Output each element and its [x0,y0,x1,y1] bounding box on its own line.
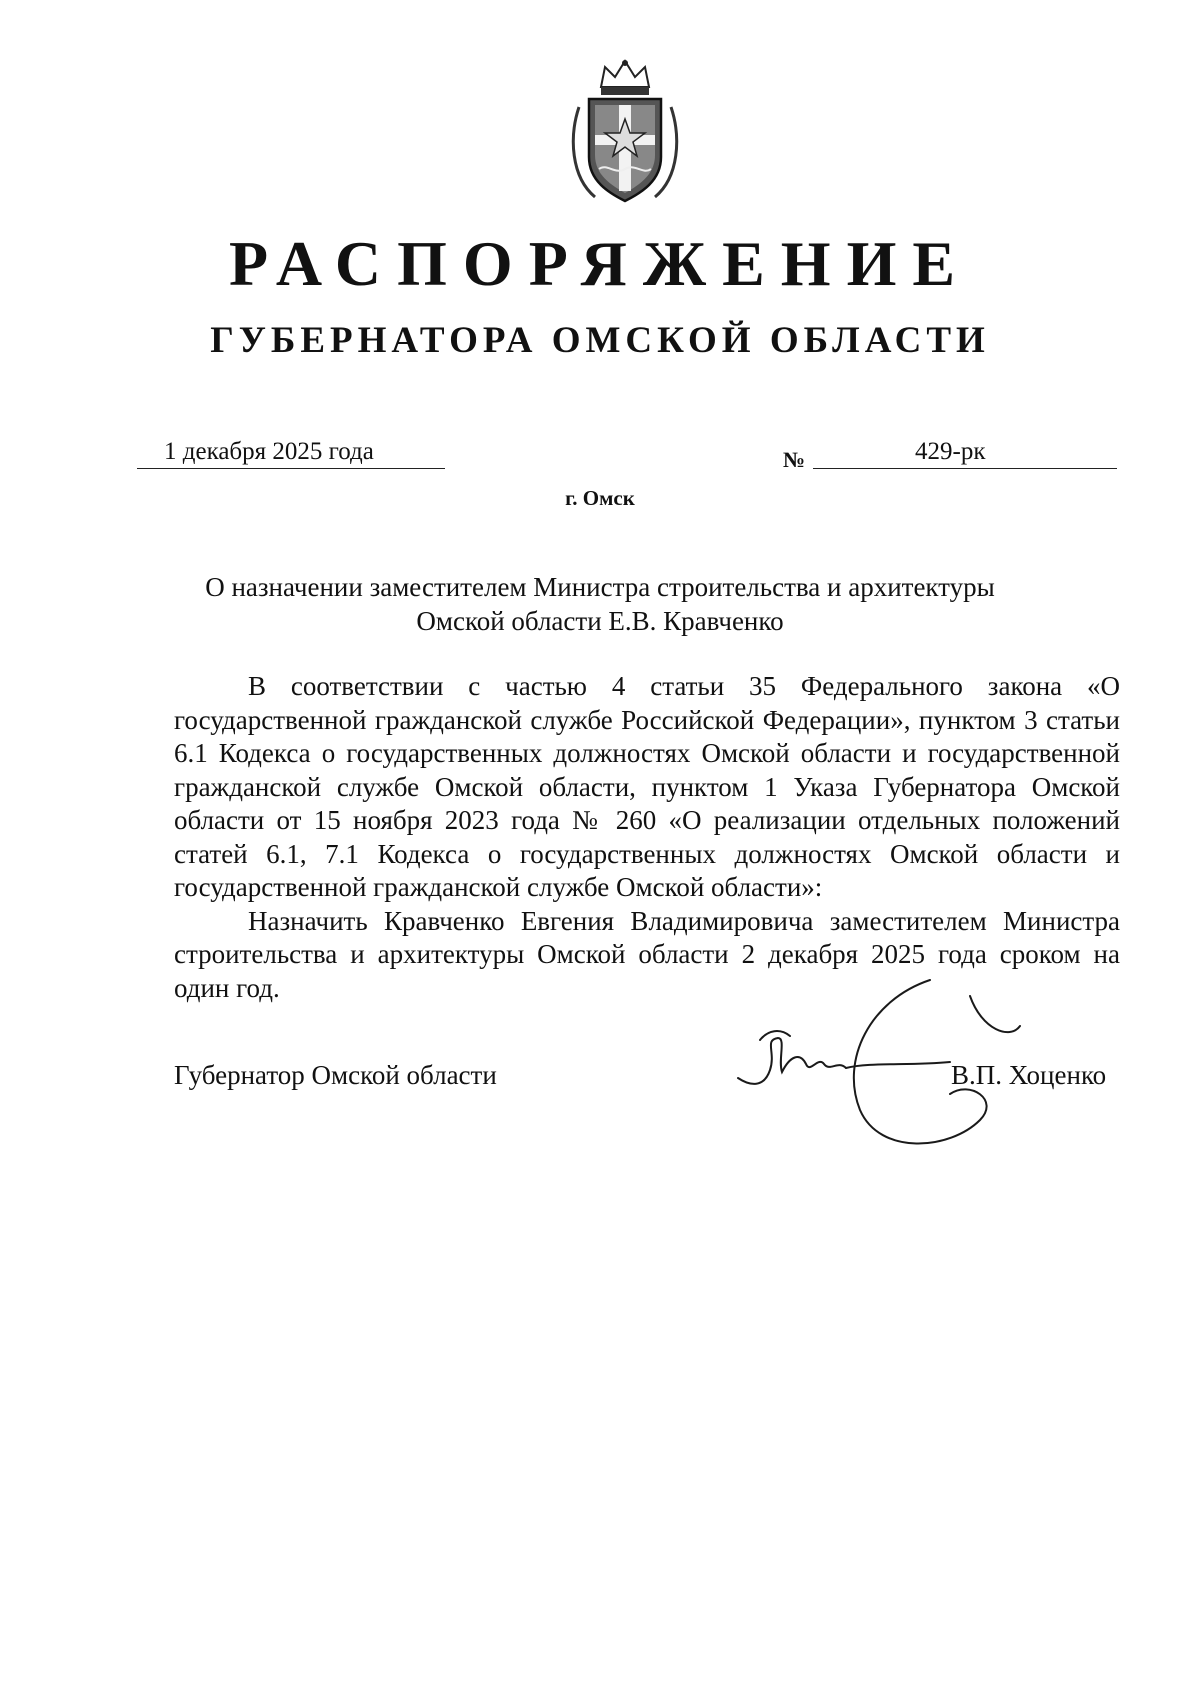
signature-icon [720,960,1060,1160]
document-date: 1 декабря 2025 года [164,438,374,465]
number-field [813,436,1117,469]
city-label: г. Омск [565,486,635,510]
heading-line-1: О назначении заместителем Министра строительства и архитектуры [205,572,995,602]
document-number: 429-рк [915,438,986,465]
document-subtitle: ГУБЕРНАТОРА ОМСКОЙ ОБЛАСТИ [210,320,990,361]
document-heading [150,570,1050,638]
paragraph-appointment: Назначить Кравченко Евгения Владимировича заместителем Министра строительства и архитектуры Омской области 2 декабря 2025 года сроком на один год. [174,905,1120,1003]
document-body [174,670,1120,1005]
signatory-name: В.П. Хоценко [951,1060,1107,1090]
date-field [137,436,445,469]
coat-of-arms-icon [565,57,685,207]
heading-line-2: Омской области Е.В. Кравченко [416,606,784,636]
number-sign: № [783,447,806,472]
document-title: РАСПОРЯЖЕНИЕ [228,228,972,299]
signatory-title: Губернатор Омской области [174,1060,497,1090]
paragraph-basis: В соответствии с частью 4 статьи 35 Федерального закона «О государственной гражданской службе Российской Федерации», пунктом 3 статьи 6.1 Кодекса о государственных должностях Омской области и государственной гражданской службе Омской области, пунктом 1 Указа Губернатора Омской области от 15 ноября 2023 года № 260 «О реализации отдельных положений статей 6.1, 7.1 Кодекса о государственных должностях Омской области и государственной гражданской службе Омской области»: [174,671,1120,902]
